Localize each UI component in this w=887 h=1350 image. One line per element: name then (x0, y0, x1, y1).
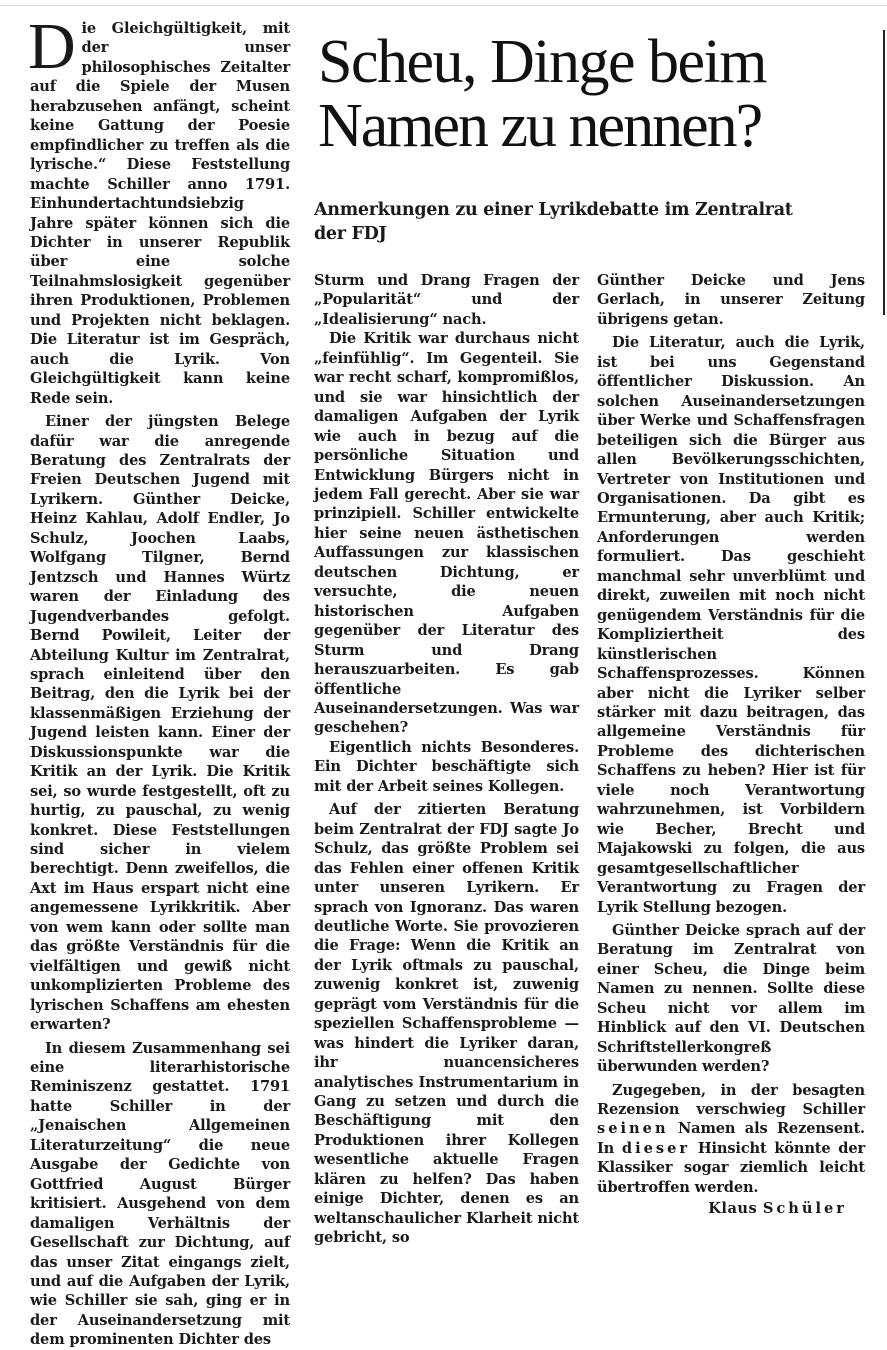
headline-line-2: Namen zu nennen? (318, 92, 762, 160)
column-rule (883, 30, 885, 315)
paragraph: Sturm und Drang Fragen der „Popularität“ und der „Idealisierung“ nach. (314, 272, 579, 328)
text-run: Zugegeben, in der besagten Rezension verschwieg Schiller (597, 1081, 865, 1119)
author-last-name: Schüler (762, 1200, 847, 1218)
paragraph: Auf der zitierten Beratung beim Zentralrat der FDJ sagte Jo Schulz, das größte Problem sei das Fehlen einer offenen Kritik unter unseren Lyrikern. Er sprach von Ignoranz. Das waren deutliche Worte. Sie provozieren die Frage: Wenn die Kritik an der Lyrik oftmals zu pauschal, zuwenig konkret ist, zuwenig geprägt vom Verständnis für die speziellen Schaffensprobleme — was hindert die Lyriker daran, ihr nuancensicheres analytisches Instrumentarium in Gang zu setzen und durch die Beschäftigung mit den Produktionen ihrer Kollegen wesentliche aktuelle Fragen klären zu helfen? Das haben einige Dichter, denen es an weltanschaulicher Klarheit nicht gebricht, so (314, 801, 579, 1247)
author-byline (597, 1199, 865, 1218)
headline-line-1: Scheu, Dinge beim (318, 28, 767, 96)
top-border (0, 5, 887, 6)
spaced-text: dieser (621, 1139, 691, 1157)
paragraph-text: ie Gleichgültigkeit, mit der unser philosophisches Zeitalter auf die Spiele der Musen herabzusehen anfängt, scheint keine Gattung der Poesie empfindlicher zu treffen als die lyrische.“ Diese Feststellung machte Schiller anno 1791. Einhundertachtundsiebzig Jahre später können sich die Dichter in unserer Republik über eine solche Teilnahmslosigkeit gegenüber ihren Produktionen, Problemen und Projekten nicht beklagen. Die Literatur ist im Gespräch, auch die Lyrik. Von Gleichgültigkeit kann keine Rede sein. (30, 20, 290, 407)
paragraph: Eigentlich nichts Besonderes. Ein Dichter beschäftigte sich mit der Arbeit seines Kollegen. (314, 738, 579, 795)
paragraph: Die Literatur, auch die Lyrik, ist bei uns Gegenstand öffentlicher Diskussion. An solchen Auseinandersetzungen über Werke und Schaffensfragen beteiligen sich die Bürger aus allen Bevölkerungsschichten, Vertreter von Institutionen und Organisationen. Da gibt es Ermunterung, aber auch Kritik; Anforderungen werden formuliert. Das geschieht manchmal sehr unverblümt und direkt, zuweilen mit noch nicht genügendem Verständnis für die Kompliziertheit des künstlerischen Schaffensprozesses. Können aber nicht die Lyriker selber stärker mit dazu beitragen, das allgemeine Verständnis für Probleme des dichterischen Schaffens zu heben? Hier ist für viele noch Verantwortung wahrzunehmen, ist Vorbildern wie Becher, Brecht und Majakowski zu folgen, die aus gesamtgesellschaftlicher Verantwortung zu Fragen der Lyrik Stellung bezogen. (597, 334, 865, 916)
paragraph: In diesem Zusammenhang sei eine literarhistorische Reminiszenz gestattet. 1791 hatte Schiller in der „Jenaischen Allgemeinen Literaturzeitung“ die neue Ausgabe der Gedichte von Gottfried August Bürger kritisiert. Ausgehend von dem damaligen Verhältnis der Gesellschaft zur Dichtung, auf das unser Zitat eingangs zielt, und auf die Aufgaben der Lyrik, wie Schiller sie sah, ging er in der Auseinandersetzung mit dem prominenten Dichter des (30, 1039, 290, 1349)
text-run: Namen als Rezensent. In (597, 1120, 865, 1157)
article-column-1 (28, 10, 290, 1350)
subheadline: Anmerkungen zu einer Lyrikdebatte im Zentralrat der FDJ (314, 200, 793, 244)
author-first-name: Klaus (708, 1200, 758, 1218)
paragraph: Günther Deicke und Jens Gerlach, in unserer Zeitung übrigens getan. (597, 272, 865, 328)
paragraph (28, 10, 290, 408)
paragraph: Einer der jüngsten Belege dafür war die anregende Beratung des Zentralrats der Freien Deutschen Jugend mit Lyrikern. Günther Deicke, Heinz Kahlau, Adolf Endler, Jo Schulz, Joochen Laabs, Wolfgang Tilgner, Bernd Jentzsch und Hannes Würtz waren der Einladung des Jugendverbandes gefolgt. Bernd Powileit, Leiter der Abteilung Kultur im Zentralrat, sprach einleitend über den Beitrag, den die Lyrik bei der klassenmäßigen Erziehung der Jugend leisten kann. Einer der Diskussionspunkte war die Kritik an der Lyrik. Die Kritik sei, so wurde festgestellt, oft zu hurtig, zu pauschal, zu wenig konkret. Diese Feststellungen sind sicher in vielem berechtigt. Denn zweifellos, die Axt im Haus erspart nicht eine angemessene Lyrikkritik. Aber von wem kann oder sollte man das größte Verständnis für die vielfältigen und gewiß nicht unkomplizierten Probleme des lyrischen Schaffens am ehesten erwarten? (30, 413, 290, 1034)
drop-cap: D (28, 10, 76, 83)
paragraph (597, 1081, 865, 1198)
text-run: Hinsicht könnte der Klassiker sogar ziemlich leicht übertroffen werden. (597, 1139, 866, 1196)
spaced-text: seinen (597, 1120, 669, 1138)
paragraph: Günther Deicke sprach auf der Beratung im Zentralrat von einer Scheu, die Dinge beim Namen zu nennen. Sollte diese Scheu nicht vor allem im Hinblick auf den VI. Deutschen Schriftstellerkongreß überwunden werden? (597, 921, 865, 1076)
paragraph: Die Kritik war durchaus nicht „feinfühlig“. Im Gegenteil. Sie war recht scharf, kompromißlos, und sie war hinsichtlich der damaligen Aufgaben der Lyrik wie auch in bezug auf die persönliche Situation und Entwicklung Bürgers nicht in jedem Fall gerecht. Aber sie war prinzipiell. Schiller entwickelte hier seine neuen ästhetischen Auffassungen zur klassischen deutschen Dichtung, er versuchte, die neuen historischen Aufgaben gegenüber der Literatur des Sturm und Drang herauszuarbeiten. Es gab öffentliche Auseinandersetzungen. Was war geschehen? (314, 330, 579, 737)
article-column-2 (314, 271, 579, 1248)
headline (318, 30, 878, 158)
article-column-3 (597, 271, 865, 1219)
